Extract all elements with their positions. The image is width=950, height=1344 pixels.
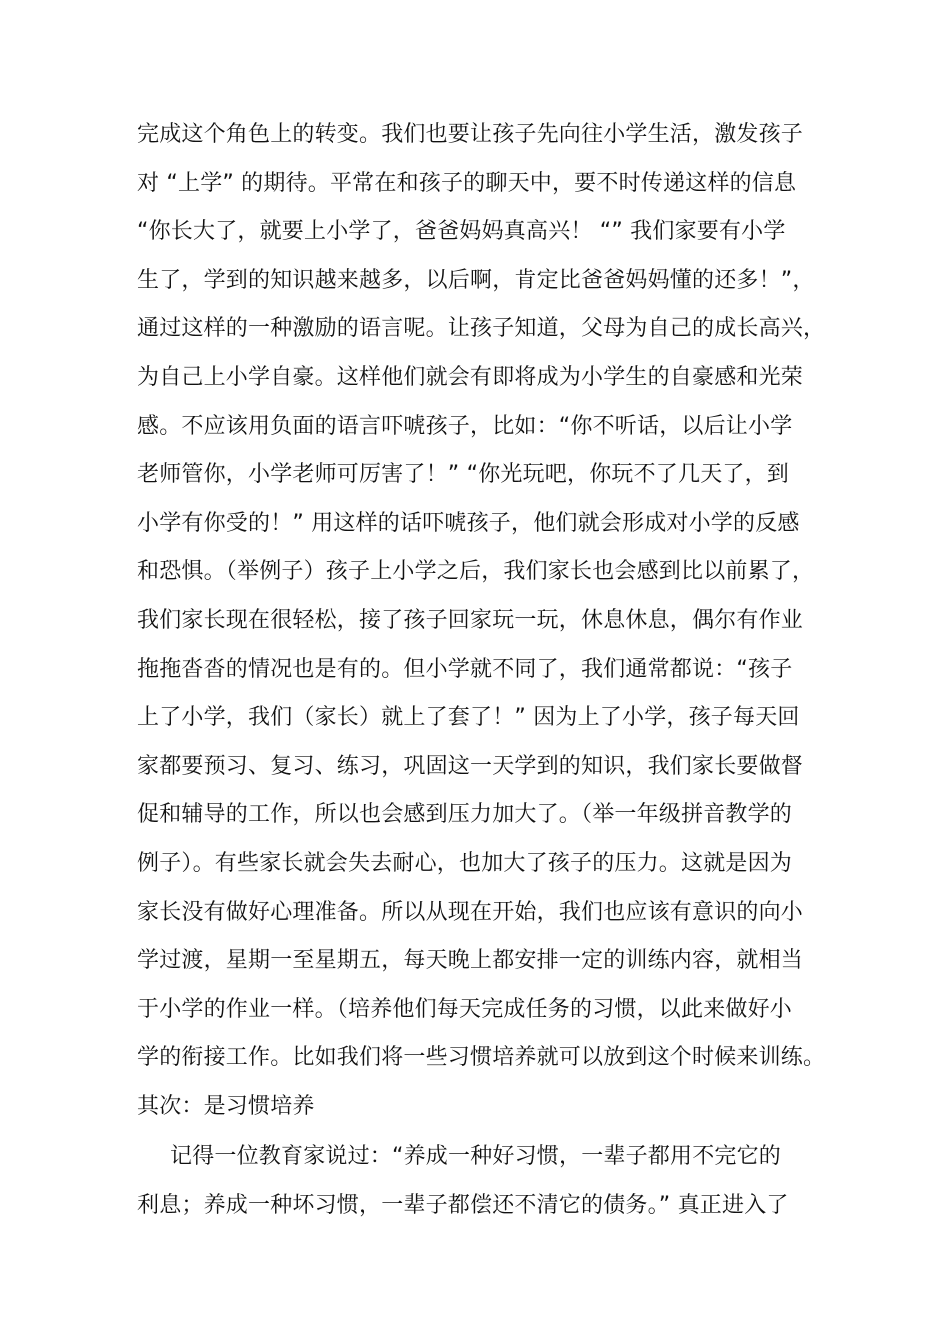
text-line: 为自己上小学自豪。这样他们就会有即将成为小学生的自豪感和光荣: [137, 364, 804, 390]
section-heading: 其次：是习惯培养: [137, 1093, 315, 1119]
text-line: 和恐惧。（举例子）孩子上小学之后，我们家长也会感到比以前累了，: [137, 559, 815, 585]
text-line: 拖拖沓沓的情况也是有的。但小学就不同了，我们通常都说：“孩子: [137, 656, 793, 682]
text-line: 学过渡，星期一至星期五，每天晚上都安排一定的训练内容，就相当: [137, 948, 804, 974]
text-line: 学的衔接工作。比如我们将一些习惯培养就可以放到这个时候来训练。: [137, 1045, 826, 1071]
text-line: 生了，学到的知识越来越多，以后啊，肯定比爸爸妈妈懂的还多！”，: [137, 267, 815, 293]
text-line: 例子）。有些家长就会失去耐心，也加大了孩子的压力。这就是因为: [137, 850, 793, 876]
text-line: “你长大了，就要上小学了，爸爸妈妈真高兴！ “” 我们家要有小学: [137, 219, 786, 245]
text-line: 上了小学，我们（家长）就上了套了！” 因为上了小学，孩子每天回: [137, 705, 800, 731]
text-line: 利息；养成一种坏习惯，一辈子都偿还不清它的债务。” 真正进入了: [137, 1193, 789, 1219]
text-line: 通过这样的一种激励的语言呢。让孩子知道，父母为自己的成长高兴，: [137, 316, 826, 342]
text-line: 家长没有做好心理准备。所以从现在开始，我们也应该有意识的向小: [137, 899, 804, 925]
text-line: 于小学的作业一样。（培养他们每天完成任务的习惯，以此来做好小: [137, 996, 793, 1022]
text-line: 促和辅导的工作，所以也会感到压力加大了。（举一年级拼音教学的: [137, 802, 793, 828]
text-line: 小学有你受的！” 用这样的话吓唬孩子，他们就会形成对小学的反感: [137, 510, 800, 536]
text-line: 家都要预习、复习、练习，巩固这一天学到的知识，我们家长要做督: [137, 753, 804, 779]
body-text: [137, 111, 827, 1231]
text-line: 我们家长现在很轻松，接了孩子回家玩一玩，休息休息，偶尔有作业: [137, 607, 804, 633]
text-line: 记得一位教育家说过：“养成一种好习惯，一辈子都用不完它的: [170, 1144, 781, 1170]
text-line: 完成这个角色上的转变。我们也要让孩子先向往小学生活，激发孩子: [137, 122, 804, 147]
text-line: 感。不应该用负面的语言吓唬孩子，比如：“你不听话，以后让小学: [137, 413, 793, 439]
text-line: 对 “上学” 的期待。平常在和孩子的聊天中，要不时传递这样的信息: [137, 170, 797, 196]
text-line: 老师管你，小学老师可厉害了！” “你光玩吧，你玩不了几天了，到: [137, 462, 789, 488]
